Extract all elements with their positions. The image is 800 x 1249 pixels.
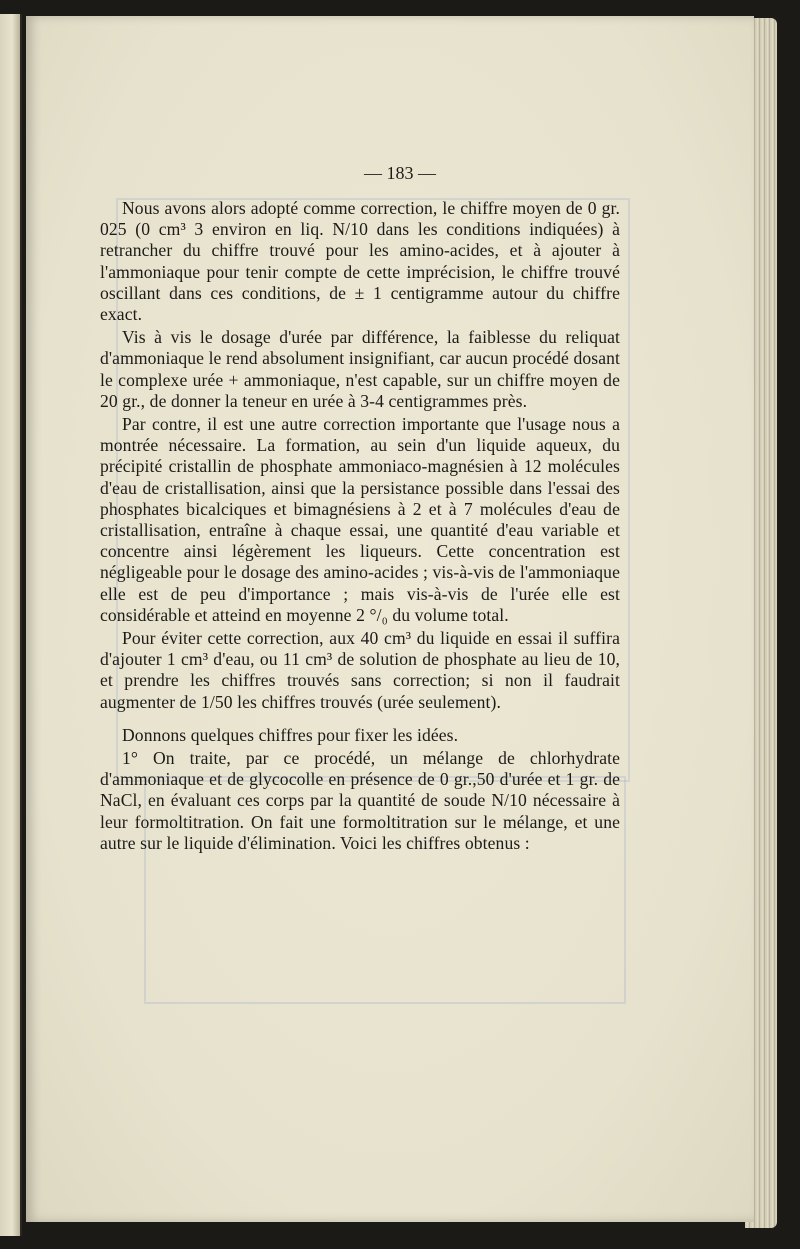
paragraph-correction: Nous avons alors adopté comme correction, le chiffre moyen de 0 gr. 025 (0 cm³ 3 environ en liq. N/10 dans les conditions indiquées) à retrancher du chiffre trouvé pour les amino-acides, et à ajouter à l'ammoniaque pour tenir compte de cette imprécision, le chiffre trouvé oscillant dans ces conditions, de ± 1 centigramme autour du chiffre exact. — [100, 198, 620, 325]
paragraph-essai-1: 1° On traite, par ce procédé, un mélange de chlorhydrate d'ammoniaque et de glycocolle en présence de 0 gr.,50 d'urée et 1 gr. de NaCl, en évaluant ces corps par la quantité de soude N/10 nécessaire à leur formoltitration. On fait une formoltitration sur le mélange, et une autre sur le liquide d'élimination. Voici les chiffres obtenus : — [100, 748, 620, 853]
paragraph-concentration: Par contre, il est une autre correction importante que l'usage nous a montrée nécessaire. La formation, au sein d'un liquide aqueux, du précipité cristallin de phosphate ammoniaco-magnésien à 12 molécules d'eau de cristallisation, ainsi que la persistance possible dans l'essai des phosphates bicalciques et bimagnésiens à 2 et à 7 molécules d'eau de cristallisation, entraîne à chaque essai, une quantité d'eau variable et concentre ainsi légèrement les liqueurs. Cette concentration est négligeable pour le dosage des amino-acides ; vis-à-vis de l'ammoniaque elle est de peu d'importance ; mais vis-à-vis de l'urée elle est considérable et atteind en moyenne 2 °/₀ du volume total. — [100, 414, 620, 625]
paragraph-eviter: Pour éviter cette correction, aux 40 cm³ du liquide en essai il suffira d'ajouter 1 cm³ d'eau, ou 11 cm³ de solution de phosphate au lieu de 10, et prendre les chiffres trouvés sans correction; si non il faudrait augmenter de 1/50 les chiffres trouvés (urée seulement). — [100, 628, 620, 712]
left-page-edge — [0, 14, 22, 1236]
paragraph-uree: Vis à vis le dosage d'urée par différence, la faiblesse du reliquat d'ammoniaque le rend absolument insignifiant, car aucun procédé dosant le complexe urée + ammoniaque, n'est capable, sur un chiffre moyen de 20 gr., de donner la teneur en urée à 3-4 centigrammes près. — [100, 327, 620, 411]
paragraph-chiffres: Donnons quelques chiffres pour fixer les idées. — [122, 724, 459, 745]
page-number: — 183 — — [364, 163, 436, 183]
page-body — [100, 198, 620, 854]
